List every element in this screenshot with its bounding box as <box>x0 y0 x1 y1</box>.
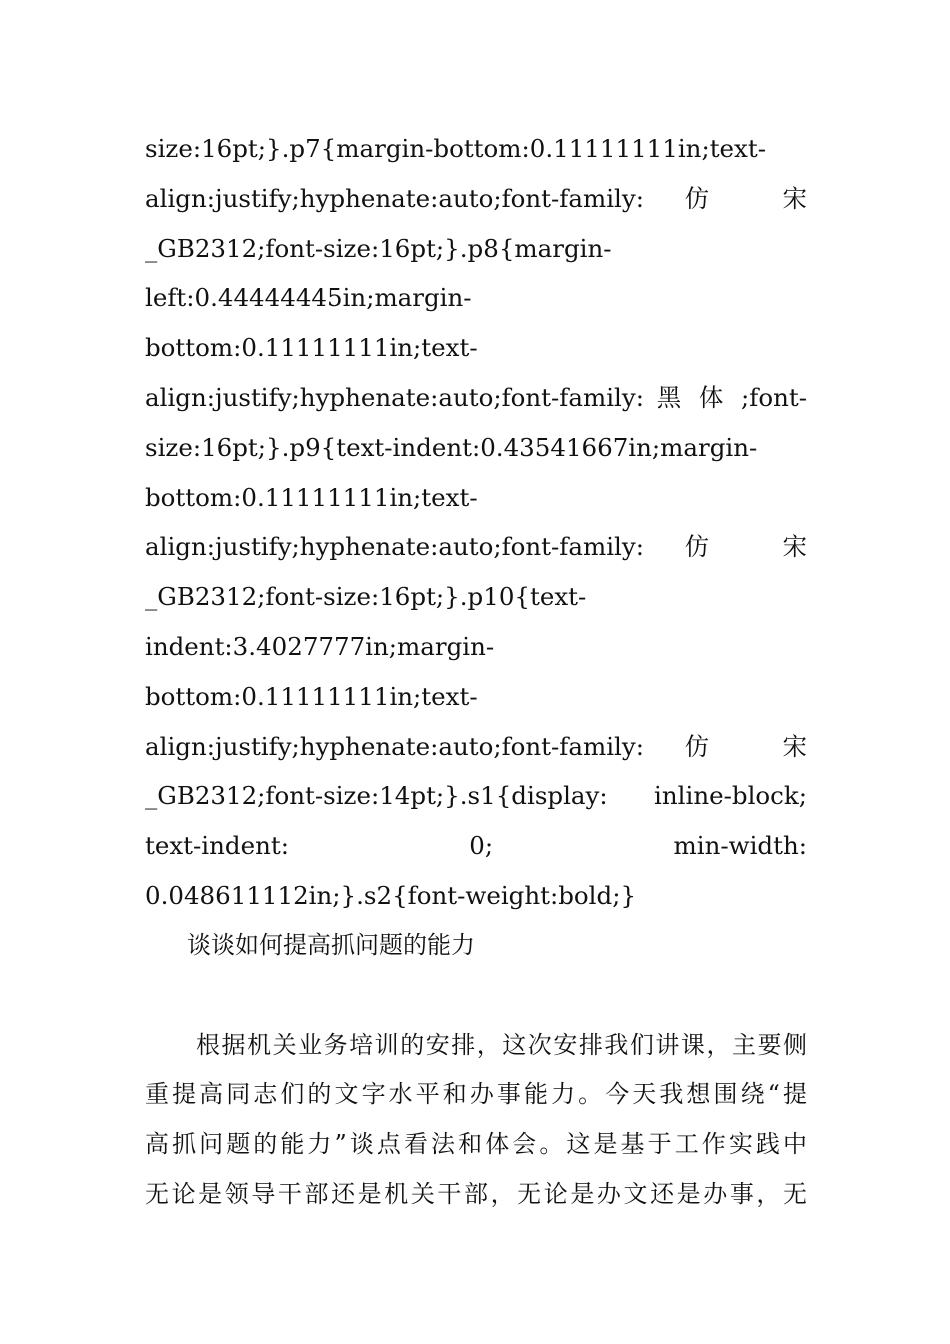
css-text-line: 0.048611112in;}.s2{font-weight:bold;} <box>145 880 637 910</box>
css-text-line: align:justify;hyphenate:auto;font-family: 仿 宋 <box>145 183 807 213</box>
body-line: 无论是领导干部还是机关干部，无论是办文还是办事，无 <box>145 1179 807 1208</box>
css-text-line: align:justify;hyphenate:auto;font-family: 黑 体 ;font- <box>145 382 807 412</box>
css-text-line: _GB2312;font-size:16pt;}.p10{text- <box>145 582 587 612</box>
paragraph-gap <box>145 971 807 1021</box>
css-text-line: align:justify;hyphenate:auto;font-family: 仿 宋 <box>145 532 807 562</box>
css-text-line: align:justify;hyphenate:auto;font-family: 仿 宋 <box>145 731 807 761</box>
body-line: 高抓问题的能力”谈点看法和体会。这是基于工作实践中 <box>145 1130 807 1159</box>
css-text-line: bottom:0.11111111in;text- <box>145 333 478 363</box>
document-page <box>145 124 807 1220</box>
body-line: 重提高同志们的文字水平和办事能力。今天我想围绕“提 <box>145 1080 807 1109</box>
css-text-line: text-indent: 0; min-width: <box>145 831 807 861</box>
css-text-line: bottom:0.11111111in;text- <box>145 482 478 512</box>
css-text-line: indent:3.4027777in;margin- <box>145 631 495 661</box>
css-text-block <box>145 124 807 921</box>
css-text-line: _GB2312;font-size:16pt;}.p8{margin- <box>145 233 612 263</box>
document-title: 谈谈如何提高抓问题的能力 <box>187 930 475 959</box>
css-text-line: bottom:0.11111111in;text- <box>145 681 478 711</box>
body-line: 根据机关业务培训的安排，这次安排我们讲课，主要侧 <box>145 1030 807 1059</box>
body-paragraph <box>145 1021 807 1220</box>
css-text-line: left:0.44444445in;margin- <box>145 283 472 313</box>
css-text-line: _GB2312;font-size:14pt;}.s1{display: inline-block; <box>145 781 807 811</box>
css-text-line: size:16pt;}.p9{text-indent:0.43541667in;margin- <box>145 432 758 462</box>
css-text-line: size:16pt;}.p7{margin-bottom:0.11111111in;text- <box>145 134 766 163</box>
